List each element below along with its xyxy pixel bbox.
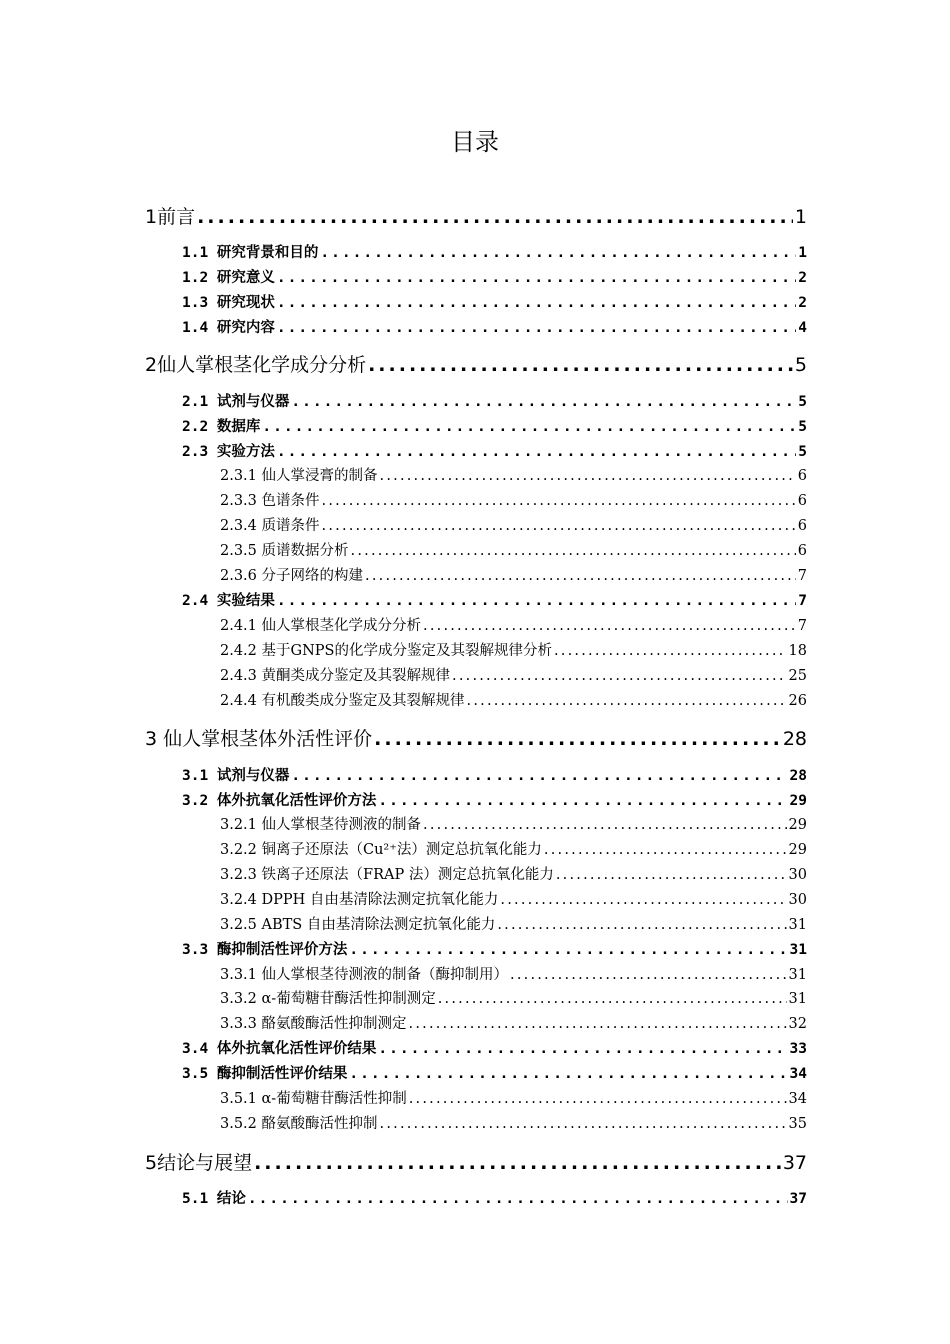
toc-entry-level-1[interactable] [145,350,807,380]
toc-entry-label: 1.3 研究现状 [182,295,275,311]
toc-entry-page-number: 31 [788,991,807,1007]
toc-entry-page-number: 32 [788,1016,807,1032]
toc-entry-level-3[interactable] [220,514,807,538]
toc-entry-label: 3.5.1 α-葡萄糖苷酶活性抑制 [220,1091,407,1107]
toc-entry-label: 2仙人掌根茎化学成分分析 [145,354,367,376]
toc-entry-label: 3.3.2 α-葡萄糖苷酶活性抑制测定 [220,991,436,1007]
toc-entry-level-2[interactable] [182,266,807,290]
toc-entry-label: 2.3.3 色谱条件 [220,493,320,509]
toc-entry-label: 2.4.1 仙人掌根茎化学成分分析 [220,618,422,634]
toc-entry-page-number: 29 [789,793,807,809]
toc-entry-page-number: 25 [788,668,807,684]
toc-entry-level-3[interactable] [220,1012,807,1036]
toc-entry-level-3[interactable] [220,464,807,488]
toc-entry-level-2[interactable] [182,1187,807,1211]
toc-entry-page-number: 7 [798,593,807,609]
toc-entry-label: 3.3.1 仙人掌根茎待测液的制备（酶抑制用） [220,967,509,983]
toc-entry-level-3[interactable] [220,664,807,688]
toc-leader-dots [500,888,786,912]
toc-leader-dots [380,1112,787,1136]
toc-entry-level-1[interactable] [145,1148,807,1178]
toc-leader-dots [409,1087,787,1111]
toc-entry-page-number: 5 [798,394,807,410]
toc-entry-label: 2.3.5 质谱数据分析 [220,543,349,559]
toc-entry-label: 2.4.3 黄酮类成分鉴定及其裂解规律 [220,668,451,684]
toc-entry-label: 3.2 体外抗氧化活性评价方法 [182,793,377,809]
toc-leader-dots [291,390,796,414]
toc-entry-page-number: 28 [782,728,807,750]
toc-entry-level-2[interactable] [182,390,807,414]
toc-entry-level-2[interactable] [182,316,807,340]
toc-leader-dots [544,838,787,862]
toc-entry-page-number: 30 [788,867,807,883]
toc-leader-dots [378,1037,787,1061]
toc-entry-page-number: 4 [798,320,807,336]
toc-entry-page-number: 1 [794,206,807,228]
toc-entry-label: 2.4.2 基于GNPS的化学成分鉴定及其裂解规律分析 [220,643,552,659]
toc-leader-dots [320,241,796,265]
toc-entry-level-2[interactable] [182,241,807,265]
toc-entry-level-3[interactable] [220,913,807,937]
toc-leader-dots [452,664,787,688]
toc-entry-page-number: 5 [798,444,807,460]
toc-entry-label: 3.2.1 仙人掌根茎待测液的制备 [220,817,422,833]
toc-entry-page-number: 6 [797,543,807,559]
toc-entry-label: 3.1 试剂与仪器 [182,768,290,784]
toc-leader-dots [556,863,787,887]
toc-entry-page-number: 34 [788,1091,807,1107]
toc-entry-page-number: 7 [797,618,807,634]
toc-entry-level-2[interactable] [182,938,807,962]
toc-leader-dots [197,202,793,232]
toc-entry-label: 1.1 研究背景和目的 [182,245,319,261]
toc-leader-dots [277,291,796,315]
toc-leader-dots [554,639,787,663]
toc-entry-page-number: 29 [788,817,807,833]
toc-leader-dots [510,963,787,987]
toc-entry-label: 2.2 数据库 [182,419,261,435]
toc-entry-label: 2.1 试剂与仪器 [182,394,290,410]
toc-entry-label: 3.2.3 铁离子还原法（FRAP 法）测定总抗氧化能力 [220,867,554,883]
toc-leader-dots [423,813,787,837]
toc-entry-label: 5.1 结论 [182,1191,246,1207]
toc-entry-level-2[interactable] [182,789,807,813]
toc-leader-dots [349,1062,787,1086]
toc-entry-label: 3.3.3 酪氨酸酶活性抑制测定 [220,1016,407,1032]
toc-entry-level-1[interactable] [145,724,807,754]
toc-entry-level-2[interactable] [182,440,807,464]
toc-leader-dots [368,350,793,380]
toc-entry-label: 5结论与展望 [145,1152,253,1174]
toc-entry-level-3[interactable] [220,863,807,887]
toc-entry-page-number: 34 [789,1066,807,1082]
toc-entry-label: 2.3 实验方法 [182,444,275,460]
toc-entry-level-3[interactable] [220,489,807,513]
toc-leader-dots [497,913,786,937]
toc-entry-level-3[interactable] [220,689,807,713]
toc-leader-dots [351,539,796,563]
toc-entry-level-3[interactable] [220,564,807,588]
toc-entry-label: 3.2.4 DPPH 自由基清除法测定抗氧化能力 [220,892,499,908]
toc-entry-label: 1.2 研究意义 [182,270,275,286]
toc-leader-dots [380,464,796,488]
toc-entry-label: 2.3.4 质谱条件 [220,518,320,534]
toc-entry-page-number: 2 [798,270,807,286]
toc-entry-label: 3.2.5 ABTS 自由基清除法测定抗氧化能力 [220,917,496,933]
toc-entry-page-number: 6 [797,493,807,509]
toc-entry-label: 3 仙人掌根茎体外活性评价 [145,728,373,750]
toc-entry-label: 3.3 酶抑制活性评价方法 [182,942,348,958]
toc-entry-page-number: 31 [789,942,807,958]
toc-leader-dots [291,764,787,788]
toc-leader-dots [365,564,796,588]
toc-entry-level-3[interactable] [220,813,807,837]
toc-entry-level-3[interactable] [220,963,807,987]
toc-leader-dots [374,724,781,754]
toc-entry-page-number: 26 [788,693,807,709]
toc-leader-dots [277,440,796,464]
toc-entry-page-number: 6 [797,468,807,484]
toc-entry-page-number: 6 [797,518,807,534]
toc-entry-level-2[interactable] [182,415,807,439]
toc-leader-dots [423,614,796,638]
toc-entry-label: 2.3.1 仙人掌浸膏的制备 [220,468,378,484]
toc-entry-page-number: 7 [797,568,807,584]
toc-entry-level-3[interactable] [220,614,807,638]
toc-entry-level-2[interactable] [182,291,807,315]
page-title: 目录 [451,128,499,156]
toc-entry-level-2[interactable] [182,1062,807,1086]
toc-entry-page-number: 31 [788,967,807,983]
toc-entry-page-number: 5 [798,419,807,435]
toc-entry-page-number: 31 [788,917,807,933]
toc-leader-dots [409,1012,787,1036]
toc-entry-level-1[interactable] [145,202,807,232]
toc-entry-page-number: 18 [788,643,807,659]
toc-leader-dots [262,415,796,439]
toc-entry-label: 3.5.2 酪氨酸酶活性抑制 [220,1116,378,1132]
toc-leader-dots [277,589,796,613]
toc-entry-page-number: 37 [789,1191,807,1207]
toc-entry-level-3[interactable] [220,1087,807,1111]
toc-entry-page-number: 5 [794,354,807,376]
toc-entry-label: 3.4 体外抗氧化活性评价结果 [182,1041,377,1057]
toc-entry-page-number: 1 [798,245,807,261]
toc-leader-dots [248,1187,788,1211]
toc-entry-label: 2.4.4 有机酸类成分鉴定及其裂解规律 [220,693,465,709]
toc-entry-page-number: 2 [798,295,807,311]
toc-entry-level-2[interactable] [182,589,807,613]
toc-entry-level-3[interactable] [220,888,807,912]
toc-entry-level-2[interactable] [182,764,807,788]
toc-entry-label: 3.2.2 铜离子还原法（Cu²⁺法）测定总抗氧化能力 [220,842,542,858]
toc-leader-dots [467,689,787,713]
toc-leader-dots [277,266,796,290]
toc-entry-label: 3.5 酶抑制活性评价结果 [182,1066,348,1082]
toc-entry-page-number: 29 [788,842,807,858]
toc-entry-label: 2.3.6 分子网络的构建 [220,568,364,584]
toc-leader-dots [322,514,796,538]
toc-entry-label: 1前言 [145,206,196,228]
toc-leader-dots [378,789,787,813]
toc-entry-label: 2.4 实验结果 [182,593,275,609]
toc-entry-page-number: 30 [788,892,807,908]
toc-entry-level-3[interactable] [220,987,807,1011]
toc-entry-page-number: 35 [788,1116,807,1132]
toc-entry-level-2[interactable] [182,1037,807,1061]
toc-entry-level-3[interactable] [220,639,807,663]
toc-entry-page-number: 37 [782,1152,807,1174]
toc-leader-dots [277,316,796,340]
toc-entry-page-number: 33 [789,1041,807,1057]
toc-leader-dots [254,1148,781,1178]
toc-leader-dots [349,938,787,962]
toc-entry-label: 1.4 研究内容 [182,320,275,336]
toc-entry-level-3[interactable] [220,838,807,862]
toc-entry-page-number: 28 [789,768,807,784]
toc-leader-dots [438,987,787,1011]
toc-entry-level-3[interactable] [220,539,807,563]
toc-leader-dots [322,489,796,513]
toc-entry-level-3[interactable] [220,1112,807,1136]
